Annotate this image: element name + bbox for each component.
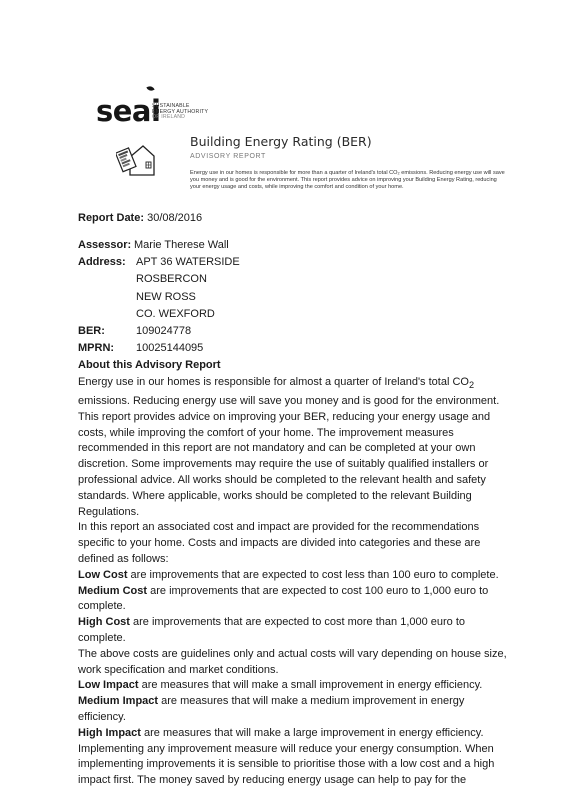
house-rating-icon xyxy=(116,140,156,180)
costs-note: The above costs are guidelines only and actual costs will vary depending on house size, work specification and market conditions. xyxy=(78,647,507,676)
definition-label: Medium Impact xyxy=(78,695,159,708)
report-date xyxy=(78,212,202,224)
assessor-row xyxy=(0,237,566,255)
definition-medium-impact xyxy=(78,694,508,726)
address-line: ROSBERCON xyxy=(136,273,207,286)
definition-text: are improvements that are expected to cost 100 euro to 1,000 euro to complete. xyxy=(78,584,489,613)
definition-medium-cost xyxy=(78,584,508,616)
about-paragraph: In this report an associated cost and impact are provided for the recommendations specific to your home. Costs and impacts are divided into categories and these are defined as follows: xyxy=(78,521,481,565)
about-text: emissions. Reducing energy use will save you money and is good for the environment. This report provides advice on improving your BER, reducing your energy usage and costs, while improving the comfort of your home. The improvement measures recommended in this report are not mandatory and can be completed at your own discretion. Some improvements may require the use of suitably qualified installers or professional advice. All works should be completed to the relevant health and safety standards. Where applicable, works should be completed to the relevant Building Regulations. xyxy=(78,394,500,518)
address-line: APT 36 WATERSIDE xyxy=(136,256,240,268)
seai-logo-leaf-icon xyxy=(146,85,154,92)
logo-tagline-line: OF IRELAND xyxy=(152,114,186,121)
definition-label: Low Impact xyxy=(78,679,139,692)
assessor-value: Marie Therese Wall xyxy=(134,239,229,251)
logo-tagline-line: SUSTAINABLE xyxy=(152,103,190,109)
about-heading: About this Advisory Report xyxy=(78,359,221,371)
mprn-value: 10025144095 xyxy=(136,342,204,354)
address-block xyxy=(0,254,566,324)
address-label: Address: xyxy=(78,256,126,268)
mprn-row xyxy=(0,340,566,358)
about-body xyxy=(78,375,508,789)
definition-low-cost xyxy=(78,568,508,584)
logo-tagline-line: ENERGY AUTHORITY xyxy=(152,108,209,115)
seai-logo-tagline xyxy=(152,104,208,121)
report-date-value: 30/08/2016 xyxy=(147,212,203,224)
definition-text: are measures that will make a small improvement in energy efficiency. xyxy=(138,679,483,692)
assessor-label: Assessor: xyxy=(78,239,132,251)
definition-text: are measures that will make a medium improvement in energy efficiency. xyxy=(78,695,465,723)
definition-high-cost xyxy=(78,615,508,647)
seai-logo-word: seai xyxy=(96,94,161,128)
definition-label: High Impact xyxy=(78,726,141,739)
definition-label: Low Cost xyxy=(78,568,128,581)
mprn-label: MPRN: xyxy=(78,342,115,354)
definition-text: are measures that will make a large improvement in energy efficiency. Implementing any improvement measure will reduce your energy consumption. When implementing improvements it is sensible to prioritise those with a low cost and a high impact first. The money saved by reducing energy usage can help to pay for the xyxy=(78,726,495,787)
definition-text: are improvements that are expected to cost less than 100 euro to complete. xyxy=(127,568,499,581)
report-date-label: Report Date: xyxy=(78,212,145,224)
about-paragraph xyxy=(78,375,508,520)
ber-label: BER: xyxy=(78,325,105,337)
document-intro: Energy use in our homes is responsible for more than a quarter of Ireland's total CO₂ emissions. Reducing energy use will save you money and is good for the environment. This report provides advice on improving your Building Energy Rating, reducing your energy usage and costs, while improving the comfort and condition of your home. xyxy=(190,170,505,190)
address-line: NEW ROSS xyxy=(136,290,196,303)
definition-label: High Cost xyxy=(78,616,130,629)
co2-subscript: 2 xyxy=(468,380,475,391)
definition-label: Medium Cost xyxy=(78,584,148,597)
ber-value: 109024778 xyxy=(136,325,192,337)
ber-row xyxy=(0,323,566,341)
document-subtitle: ADVISORY REPORT xyxy=(190,153,266,160)
definition-low-impact xyxy=(78,678,508,694)
about-text: Energy use in our homes is responsible for almost a quarter of Ireland's total CO xyxy=(78,376,469,388)
definition-text: are improvements that are expected to cost more than 1,000 euro to complete. xyxy=(78,616,466,644)
document-title: Building Energy Rating (BER) xyxy=(190,134,372,149)
address-line: CO. WEXFORD xyxy=(136,307,215,320)
definition-high-impact xyxy=(78,726,508,789)
